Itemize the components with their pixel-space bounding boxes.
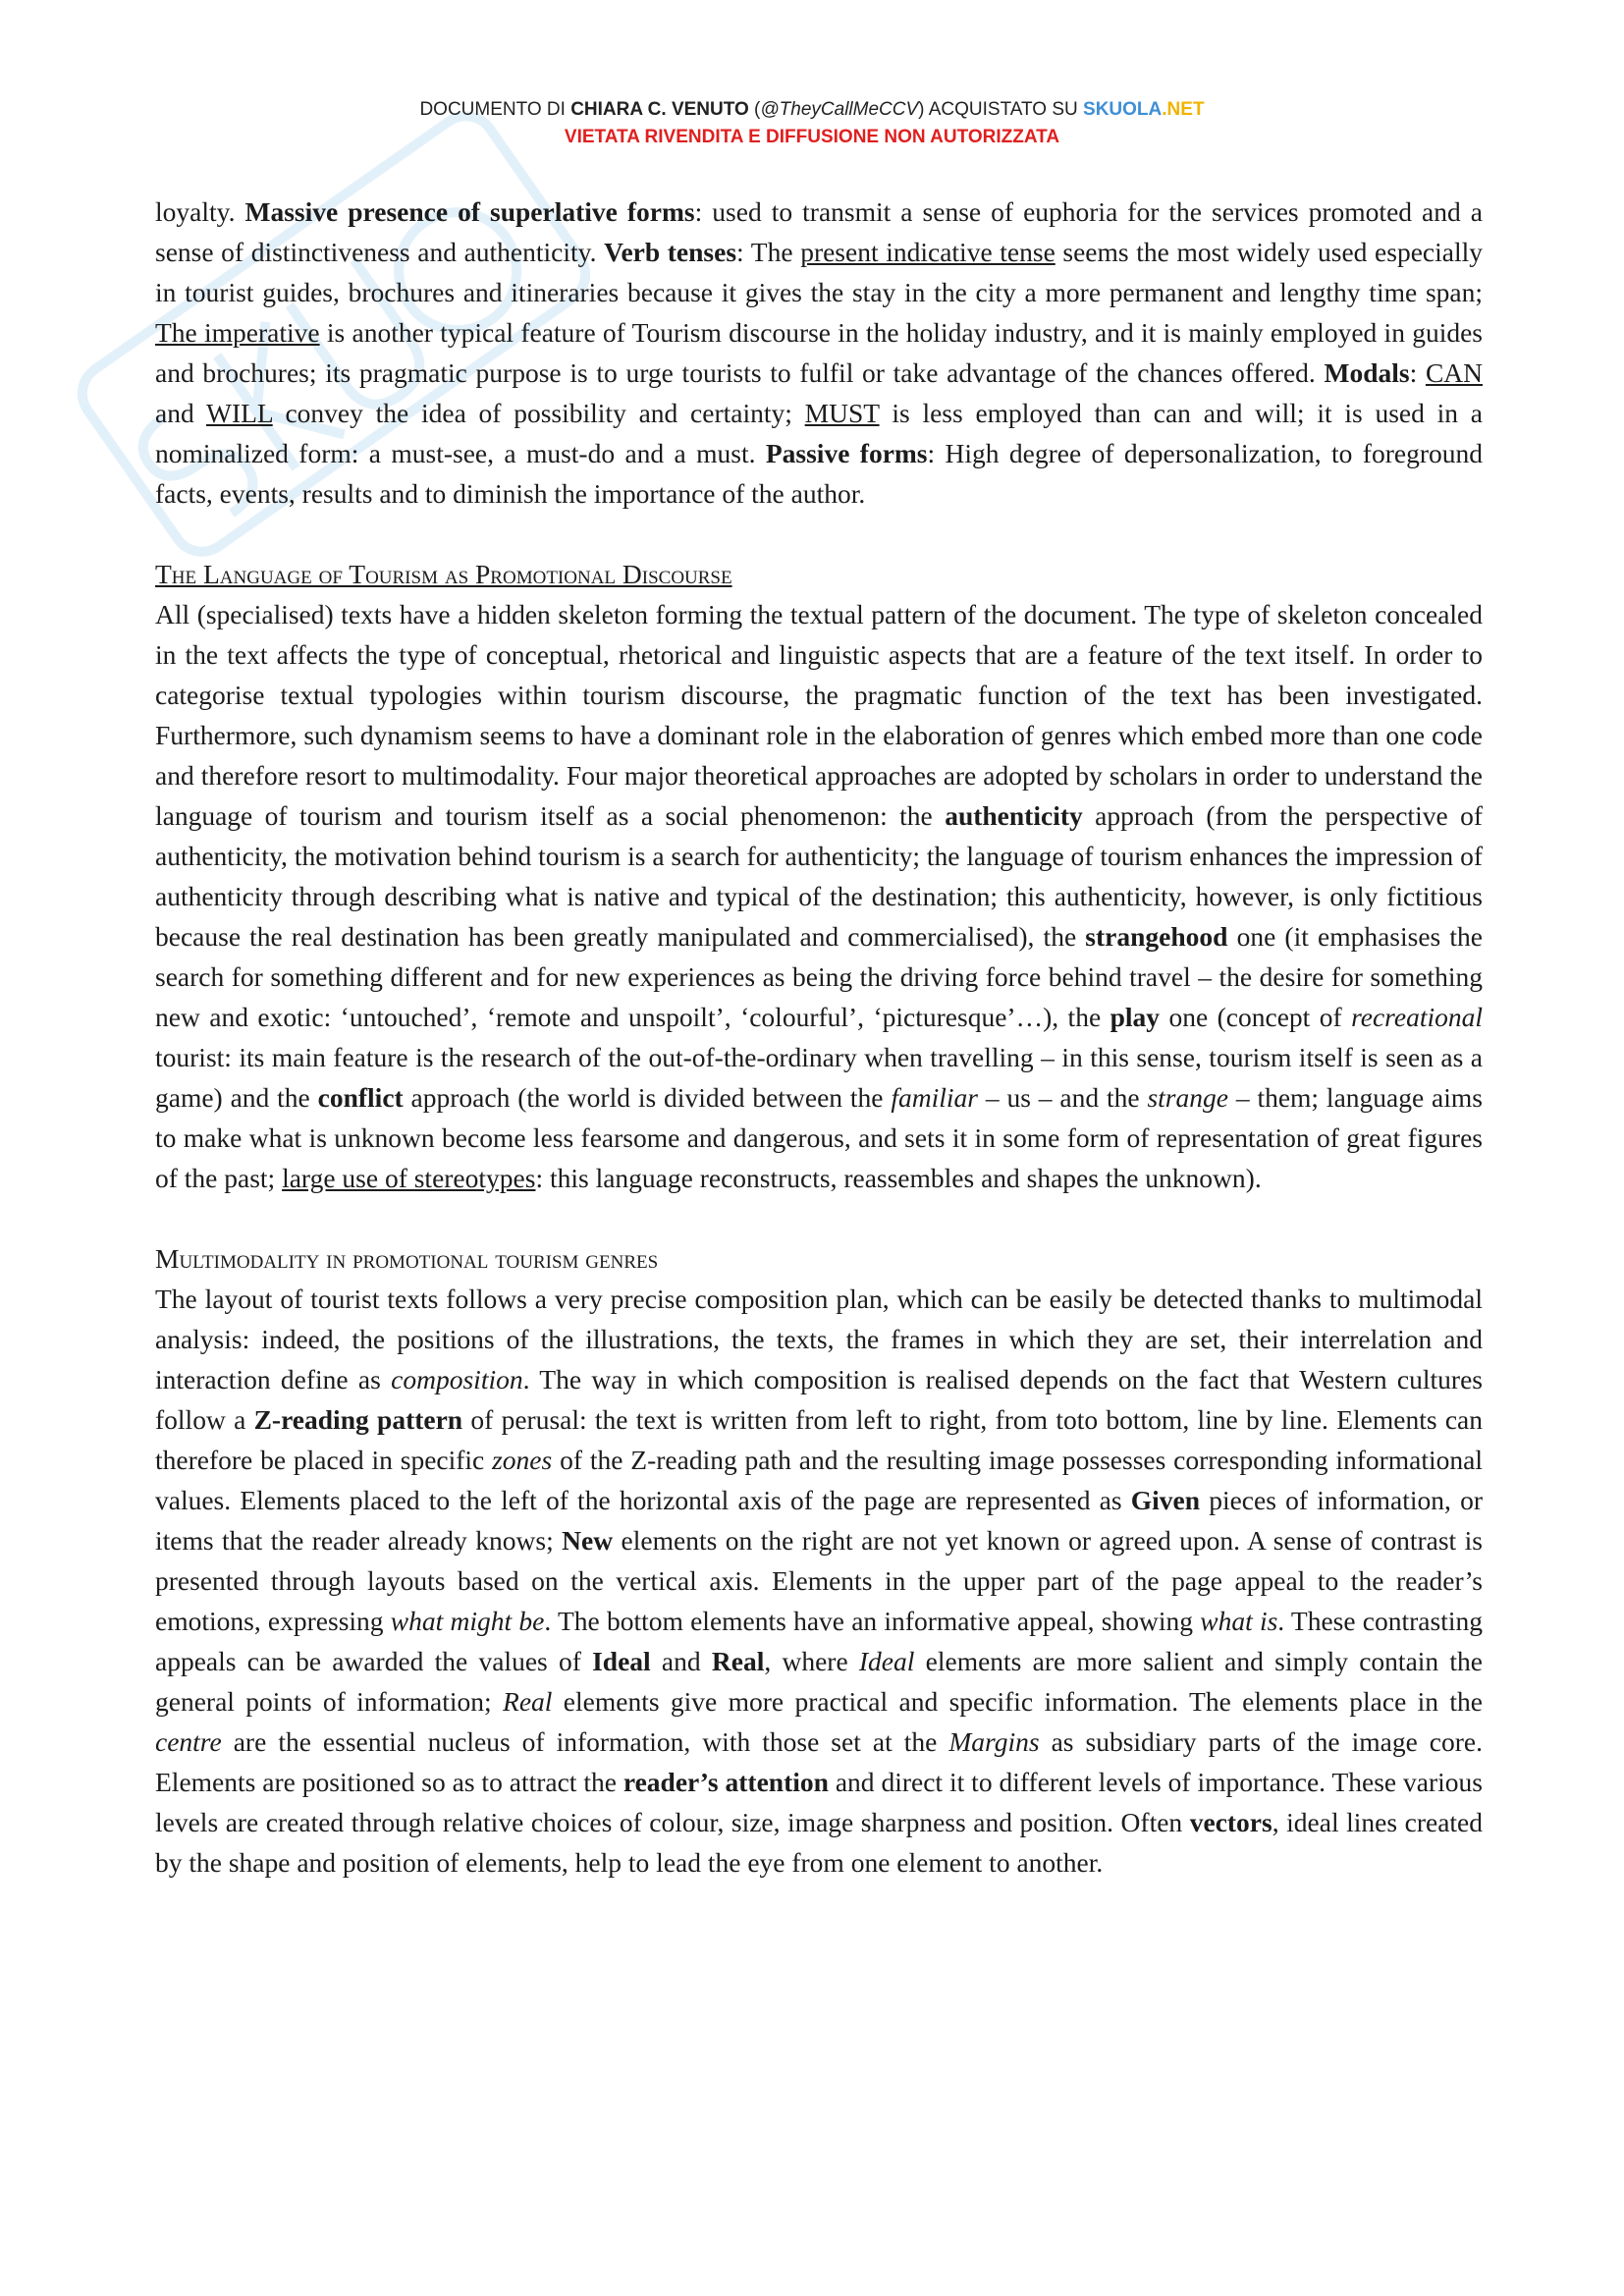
header-handle: @TheyCallMeCCV	[760, 99, 919, 120]
paragraph-multimodality: The layout of tourist texts follows a very precise composition plan, which can be easily be detected thanks to multimodal analysis: indeed, the positions of the illustrations, the texts, the frames in which they are set, their interrelation and interaction define as composition. The way in which composition is realised depends on the fact that Western cultures follow a Z-reading pattern of perusal: the text is written from left to right, from toto bottom, line by line. Elements can therefore be placed in specific zones of the Z-reading path and the resulting image possesses corresponding informational values. Elements placed to the left of the horizontal axis of the page are represented as Given pieces of information, or items that the reader already knows; New elements on the right are not yet known or agreed upon. A sense of contrast is presented through layouts based on the vertical axis. Elements in the upper part of the page appeal to the reader’s emotions, expressing what might be. The bottom elements have an informative appeal, showing what is. These contrasting appeals can be awarded the values of Ideal and Real, where Ideal elements are more salient and simply contain the general points of information; Real elements give more practical and specific information. The elements place in the centre are the essential nucleus of information, with those set at the Margins as subsidiary parts of the image core. Elements are positioned so as to attract the reader’s attention and direct it to different levels of importance. These various levels are created through relative choices of colour, size, image sharpness and position. Often vectors, ideal lines created by the shape and position of elements, help to lead the eye from one element to another.	[155, 1284, 1484, 1878]
document-header	[0, 96, 1624, 151]
header-author: CHIARA C. VENUTO	[570, 99, 749, 120]
paragraph-promotional-discourse: All (specialised) texts have a hidden skeleton forming the textual pattern of the document. The type of skeleton concealed in the text affects the type of conceptual, rhetorical and linguistic aspects that are a feature of the text itself. In order to categorise textual typologies within tourism discourse, the pragmatic function of the text has been investigated. Furthermore, such dynamism seems to have a dominant role in the elaboration of genres which embed more than one code and therefore resort to multimodality. Four major theoretical approaches are adopted by scholars in order to understand the language of tourism and tourism itself as a social phenomenon: the authenticity approach (from the perspective of authenticity, the motivation behind tourism is a search for authenticity; the language of tourism enhances the impression of authenticity through describing what is native and typical of the destination; this authenticity, however, is only fictitious because the real destination has been greatly manipulated and commercialised), the strangehood one (it emphasises the search for something different and for new experiences as being the driving force behind travel – the desire for something new and exotic: ‘untouched’, ‘remote and unspoilt’, ‘colourful’, ‘picturesque’…), the play one (concept of recreational tourist: its main feature is the research of the out-of-the-ordinary when travelling – in this sense, tourism itself is seen as a game) and the conflict approach (the world is divided between the familiar – us – and the strange – them; language aims to make what is unknown become less fearsome and dangerous, and sets it in some form of representation of great figures of the past; large use of stereotypes: this language reconstructs, reassembles and shapes the unknown).	[155, 599, 1483, 1193]
header-brand-net: .NET	[1162, 99, 1205, 120]
header-brand-skuola: SKUOLA	[1083, 99, 1163, 120]
section-heading-multimodality: Multimodality in promotional tourism genres	[155, 1243, 659, 1274]
paragraph-linguistic-features: loyalty. Massive presence of superlative forms: used to transmit a sense of euphoria for the services promoted and a sense of distinctiveness and authenticity. Verb tenses: The present indicative tense seems the most widely used especially in tourist guides, brochures and itineraries because it gives the stay in the city a more permanent and lengthy time span; The imperative is another typical feature of Tourism discourse in the holiday industry, and it is mainly employed in guides and brochures; its pragmatic purpose is to urge tourists to fulfil or take advantage of the chances offered. Modals: CAN and WILL convey the idea of possibility and certainty; MUST is less employed than can and will; it is used in a nominalized form: a must-see, a must-do and a must. Passive forms: High degree of depersonalization, to foreground facts, events, results and to diminish the importance of the author.	[155, 196, 1484, 509]
header-resale-warning: VIETATA RIVENDITA E DIFFUSIONE NON AUTORIZZATA	[564, 127, 1060, 147]
section-heading-promotional-discourse: The Language of Tourism as Promotional Discourse	[155, 559, 732, 589]
header-purchase-line: DOCUMENTO DI CHIARA C. VENUTO (@TheyCallMeCCV) ACQUISTATO SU SKUOLA.NET	[419, 99, 1205, 120]
document-body	[155, 191, 1483, 1883]
